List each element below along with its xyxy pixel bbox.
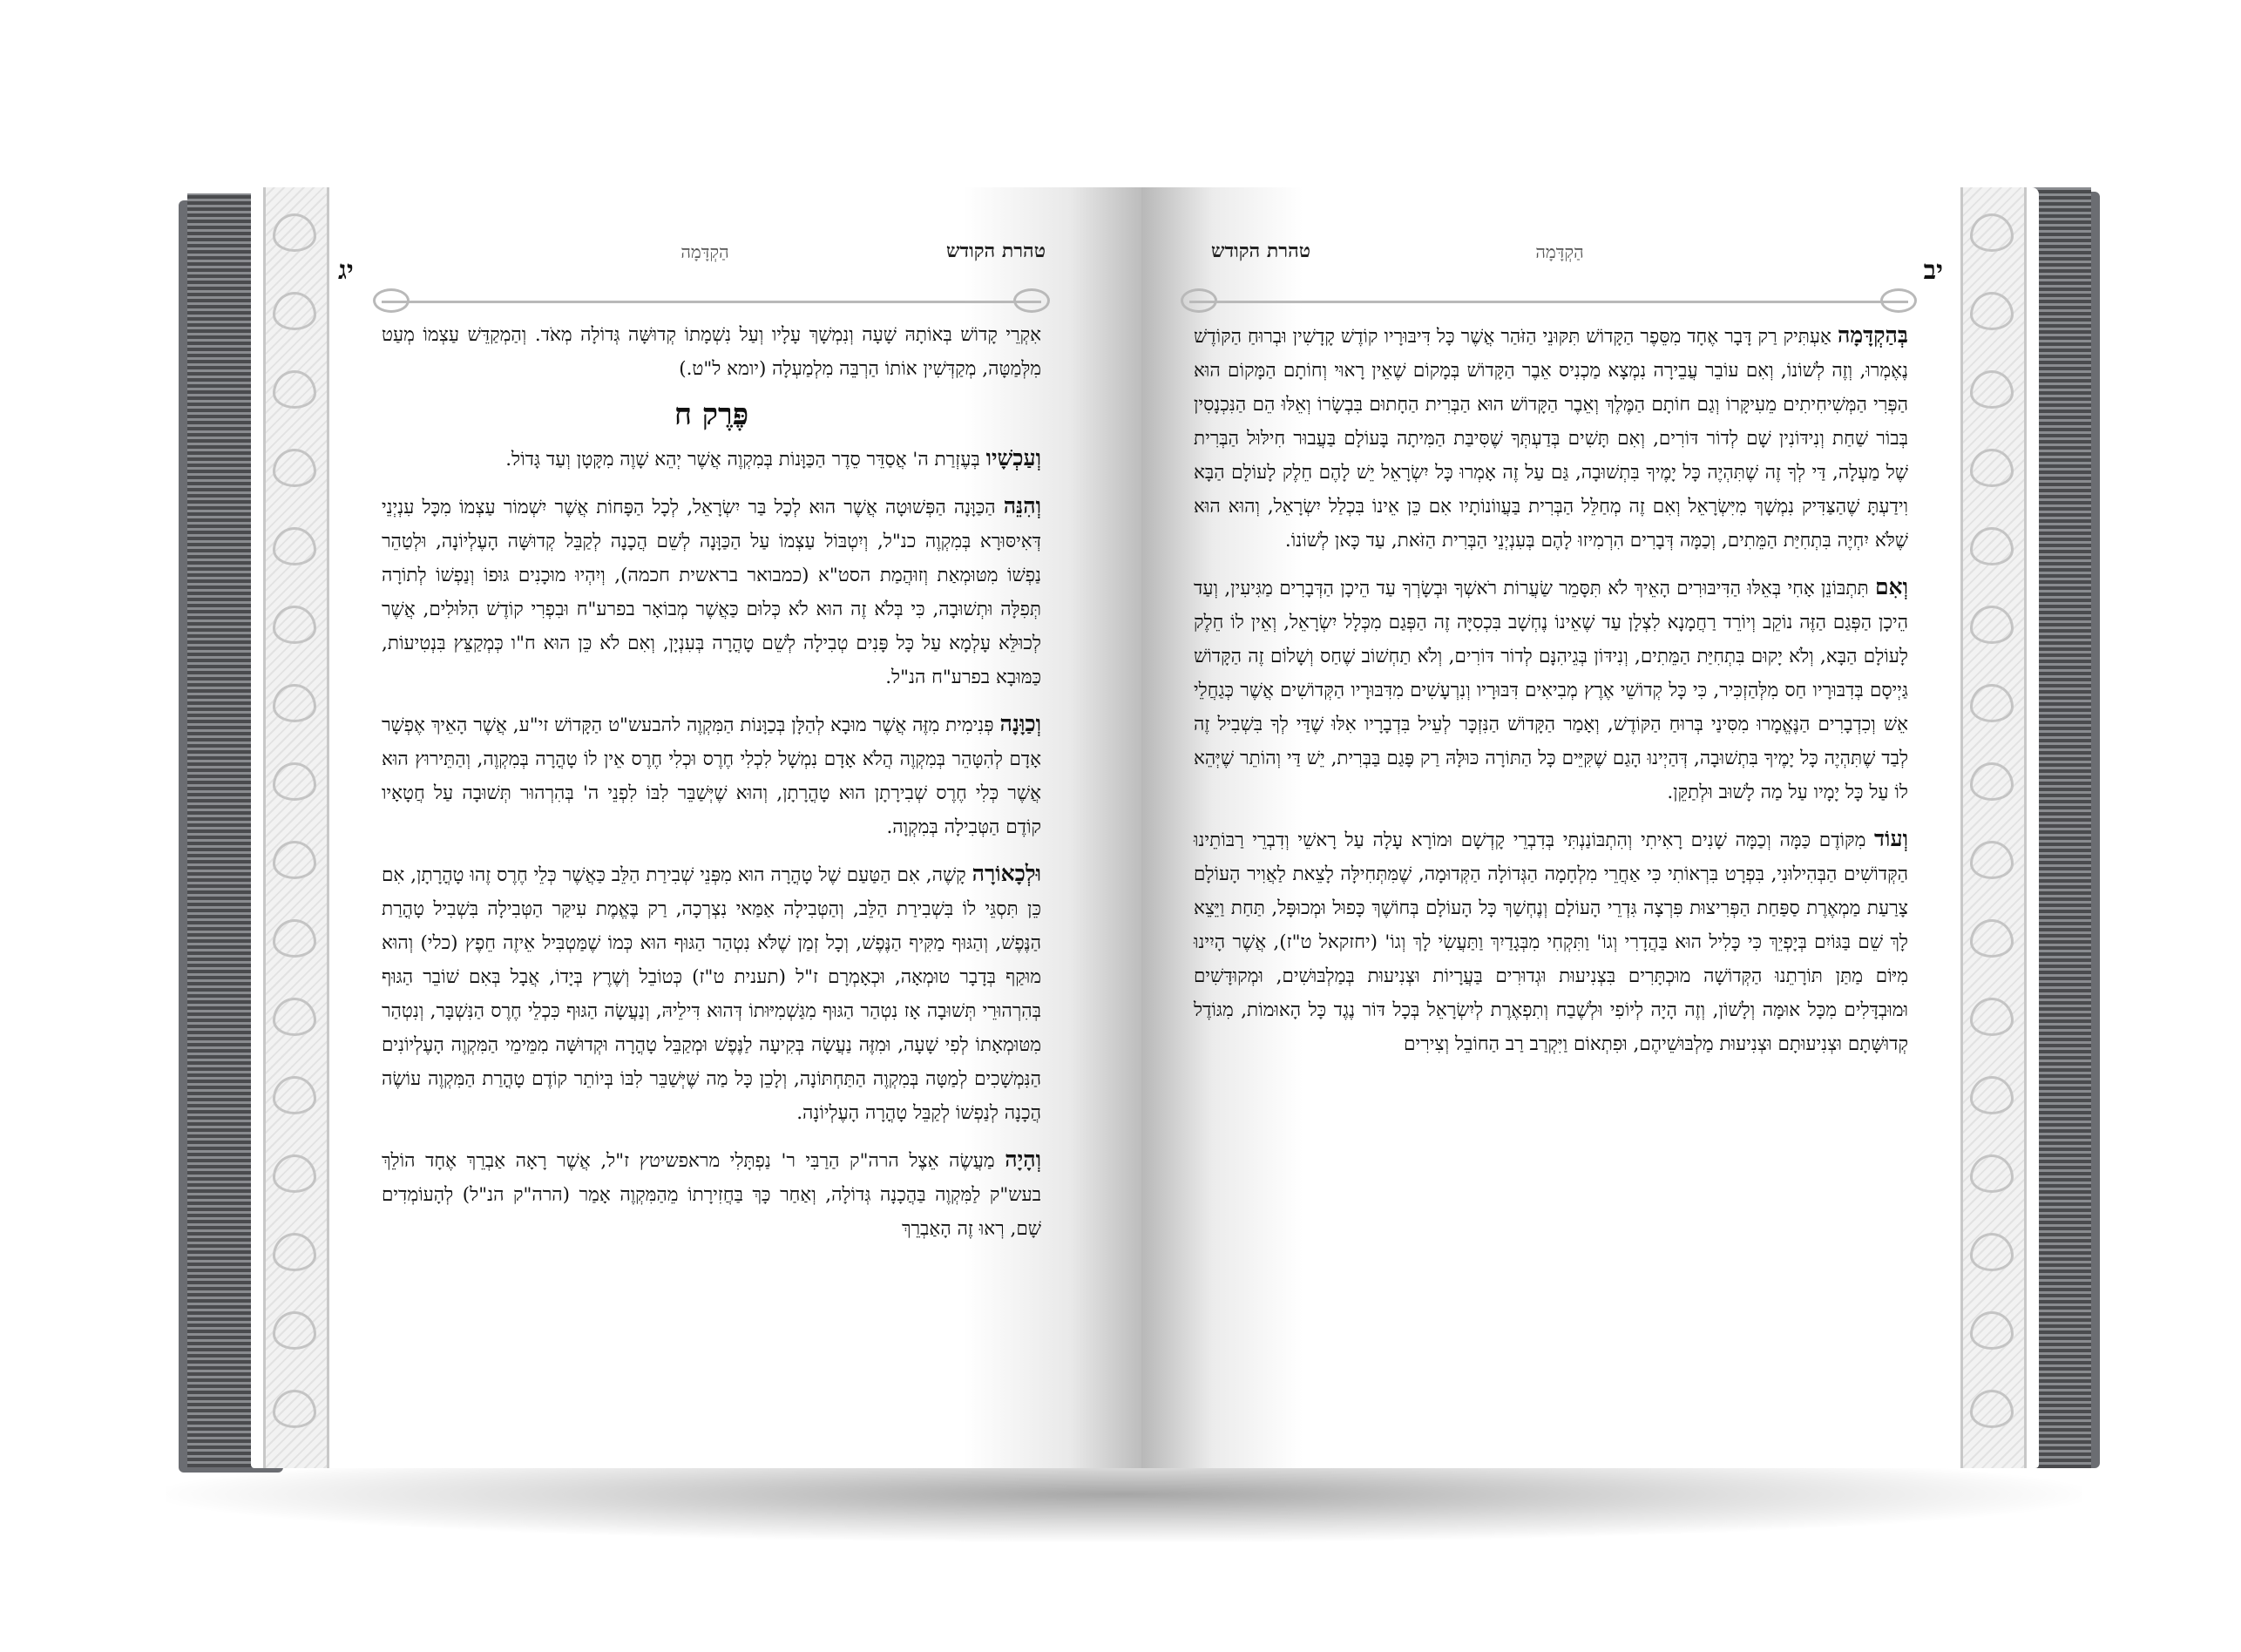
paragraph-lead-word: וְהָיָה <box>1005 1147 1041 1172</box>
paragraph-lead-word: וּלְכָאוֹרָה <box>972 861 1041 886</box>
paragraph-body: מִקּוֹדֶם כַּמָּה וְכַמָּה שָׁנִים רָאִיתִי וְהִתְבּוֹנַנְתִּי בְּדִבְרֵי קָדְשָׁם וּמוֹרָא עָלָה עַל רָאשֵׁי וְדִבְרֵי רַבּוֹתֵינוּ הַקְּדוֹשִׁים הַבְּהִילוּנִי, בִּפְרָט בִּרְאוֹתִי כִּי אַחֲרֵי מִלְחָמָה הַגְּדוֹלָה הַקְּדוּמָה, שֶׁמִּתְּחִילָּה לָצֵאת לַאֲוִיר הָעוֹלָם צָרַעַת מַמְאֶרֶת סַפַּחַת הַפְּרִיצוּת פִּרְצָה גִּדְרֵי הָעוֹלָם וְנֶחְשַׁךְ כָּל הָעוֹלָם בְּחוֹשֶׁךְ כָּפוּל וּמְכוּפָּל, תַּחַת וַיֵּצֵא לָךְ שֵׁם בַּגּוֹיִם בְּיָפְיֵךְ כִּי כָּלִיל הוּא בַּהֲדָרִי וְגוֹ' וַתִּקְחִי מִבְּגָדַיִךְ וַתַּעֲשִׂי לָךְ וְגוֹ' (יחזקאל ט"ז), אֲשֶׁר הָיִינוּ מִיּוֹם מַתַּן תּוֹרָתֵנוּ הַקְּדוֹשָׁה מוּכְתָּרִים בִּצְנִיעוּת וּגְדוּרִים בַּעֲרָיוֹת וּצְנִיעוּת בְּמַלְבּוּשִׁים, וּמְקוּדָּשִׁים וּמוּבְדָּלִים מִכָּל אוּמָּה וְלָשׁוֹן, וְזֶה הָיָה לְיוֹפִי וּלְשֶׁבַח וְתִפְאֶרֶת לְיִשְׂרָאֵל בְּכָל דּוֹר נֶגֶד כָּל הָאוּמוֹת, מִגּוֹדֶל קְדוּשָּׁתָם וּצְנִיעוּתָם וּצְנִיעוּת מַלְבּוּשֵׁיהֶם, וּפִתְאוֹם וַיִּקְרַב רַב הַחוֹבֵל וְצִירִים <box>1194 829 1908 1055</box>
paragraph-body: אַעְתִּיק רַק דָּבָר אֶחָד מִסֵּפֶר הַקָּדוֹשׁ תִּקּוּנֵי הַזֹּהַר אֲשֶׁר כָּל דִּיבּוּרָיו קוֹדֶשׁ קָדָשִׁין וּבְרוּחַ הַקּוֹדֶשׁ נֶאֶמְרוּ, וְזֶה לְשׁוֹנוֹ, וְאִם עוֹבֵר עֲבֵירָה נִמְצָא מַכְנִיס אֵבֶר הַקָּדוֹשׁ בְּמָקוֹם שֶׁאֵין רָאוּי וְחוֹתָם הַמָּקוֹם הוּא הַפְּרִי הַמְּשִׁיחִיתִים מֵעִיקָּרוֹ וְגַם חוֹתָם הַמֶּלֶךְ וְאֵבֶר הַקָּדוֹשׁ הוּא הַבְּרִית הַחָתוּם בִּבְשָׂרוֹ וְאֵלּוּ הֵם הַנִּכְנָסִין בְּבוֹר שַׁחַת וְנִידּוֹנִין שָׁם לְדוֹר דּוֹרִים, וְאִם תָּשִׁים בְּדַעְתְּךָ שֶׁסִּיבַּת הַמִּיתָה בָּעוֹלָם בַּעֲבוּר חִילּוּל הַבְּרִית שֶׁל מַעְלָה, דַּי לְךָ זֶה שֶׁתִּהְיֶה כָּל יָמֶיךָ בִּתְשׁוּבָה, גַּם עַל זֶה אָמְרוּ כָּל יִשְׂרָאֵל יֵשׁ לָהֶם חֵלֶק לָעוֹלָם הַבָּא וִידַעְתָּ שֶׁהַצַּדִּיק נִמְשָׁךְ מִיִּשְׂרָאֵל וְאִם זֶה מְחַלֵּל הַבְּרִית בַּעֲווֹנוֹתָיו אִם כֵּן אֵינוֹ בִּכְלַל יִשְׂרָאֵל, וְהוּא הוּא שֶׁלֹּא יִחְיֶה בִּתְחִיַּת הַמֵּתִים, וְכַמָּה דְּבָרִים הִרְמִיזוּ לָהֶם בְּעִנְיְנֵי הַבְּרִית הַזֹּאת, עַד כָּאן לְשׁוֹנוֹ. <box>1194 326 1908 552</box>
paragraph <box>1194 570 1908 809</box>
chapter-title: פֶּרֶק ח <box>674 397 749 432</box>
left-page-text <box>382 318 1041 1258</box>
paragraph <box>382 489 1041 694</box>
paragraph <box>382 707 1041 844</box>
paragraph-lead-word: בְּהַקְדָּמָה <box>1837 322 1908 348</box>
paragraph-body: תִּתְבּוֹנֵן אָחִי בְּאֵלּוּ הַדִּיבּוּרִים הָאֵיךְ לֹא תִּסָּמֵר שַׂעֲרוֹת רֹאשְׁךָ וּבְשָׂרְךָ עַד הֵיכָן הַדְּבָרִים מַגִּיעִין, וְעַד הֵיכָן הַפְּגַם הַזֶּה נוֹקֵב וְיוֹרֵד רַחֲמָנָא לִצְלָן עַד שֶׁאֵינוֹ נֶחְשָׁב בִּכְסִיָּה זֶה הַפְּגַם מִכְּלָל יִשְׂרָאֵל, וְאֵין לוֹ חֵלֶק לָעוֹלָם הַבָּא, וְלֹא יָקוּם בִּתְחִיַּת הַמֵּתִים, וְנִידּוֹן בְּגֵיהִנָּם לְדוֹר דּוֹרִים, וְלֹא תַחְשׁוֹב שֶׁחַס וְשָׁלוֹם זֶה הַקָּדוֹשׁ גַּיְיסָם בְּדִבּוּרָיו חַס מִלְּהַזְכִּיר, כִּי כָּל קְדוֹשֵׁי אֶרֶץ מְבִיאִים דִּבּוּרָיו וְנִרְעָשִׁים מִדִּבּוּרָיו הַקְּדוֹשִׁים אֲשֶׁר כְּגַחֲלֵי אֵשׁ וְכִדְבָרִים הַנֶּאֱמָרוּ מִסִּינַי בְּרוּחַ הַקּוֹדֶשׁ, וְאָמַר הַקָּדוֹשׁ הַנִּזְכָּר לְעֵיל בִּדְבָרָיו אִלּוּ שֶׁדַּי לְךָ בִּשְׁבִיל זֶה לְבַד שֶׁתִּהְיֶה כָּל יָמֶיךָ בִּתְשׁוּבָה, דְּהַיְינוּ הָגַם שֶׁקִּיֵּים כָּל הַתּוֹרָה כּוּלָּהּ רַק פָּגַם בַּבְּרִית, יֵשׁ דַּי וְהוֹתֵר שֶׁיְּהֵא לוֹ עַל כָּל יָמָיו עַל מַה לָשׁוּב וּלְתַקֵּן. <box>1194 578 1908 803</box>
right-page-text <box>1194 318 1908 1073</box>
paragraph-body: קָשֶׁה, אִם הַטַּעַם שֶׁל טָהֳרָה הוּא מִפְּנֵי שְׁבִירַת הַלֵּב כַּאֲשֶׁר כְּלֵי חֶרֶס זֶהוּ טָהֳרָתָן, אִם כֵּן תִּסְגֵּי לוֹ בִּשְׁבִירַת הַלֵּב, וְהַטְּבִילָה אַמַּאי נִצְרְכָה, רַק בֶּאֱמֶת עִיקַּר הַטְּבִילָה בִּשְׁבִיל טָהֳרַת הַנֶּפֶשׁ, וְהַגּוּף מַקִּיף הַנֶּפֶשׁ, וְכָל זְמַן שֶׁלֹּא נִטְהַר הַגּוּף הוּא כְּמוֹ שֶׁמַּטְבִּיל אֵיזֶה חֵפֶץ (כלי) וְהוּא מוּקַף בְּדָבָר טוּמְאָה, וּכְאָמְרָם ז"ל (תענית ט"ז) כְּטוֹבֵל וְשֶׁרֶץ בְּיָדוֹ, אֲבָל בְּאִם שׁוֹבֵר הַגּוּף בְּהִרְהוּרֵי תְּשׁוּבָה אָז נִטְהַר הַגּוּף מִגַּשְׁמִיּוּתוֹ דְּהוּא דִּילֵיהּ, וְנַעֲשָׂה הַגּוּף כִּכְלֵי חֶרֶס הַנִּשְׁבָּר, וְנִטְהַר מִטּוּמְאָתוֹ לְפִי שָׁעָה, וּמִזֶּה נַעֲשָׂה בְּקִיעָה לַנֶּפֶשׁ וּמְקַבֵּל טָהֳרָה וּקְדוּשָּׁה מִמֵּימֵי הַמִּקְוֶה הָעֶלְיוֹנִים הַנִּמְשָׁכִים לְמַטָּה בְּמִקְוֶה הַתַּחְתּוֹנָה, וְלָכֵן כָּל מַה שֶּׁיְּשַׁבֵּר לִבּוֹ בְּיוֹתֵר קוֹדֶם טָהֳרַת הַמִּקְוֶה עוֹשֶׂה הֲכָנָה לְנַפְשׁוֹ לְקַבֵּל טָהֳרָה הָעֶלְיוֹנָה. <box>382 864 1041 1124</box>
header-rule <box>382 283 1041 303</box>
right-page <box>1141 187 2039 1468</box>
right-ornamental-border <box>1960 187 2027 1468</box>
paragraph-body: פְּנִימִית מִזֶּה אֲשֶׁר מוּבָא לְהַלָּן בְּכַוָּנוֹת הַמִּקְוֶה להבעש"ט הַקָּדוֹשׁ זי"ע, אֲשֶׁר הָאֵיךְ אֶפְשָׁר אָדָם לְהִטָּהֵר בְּמִקְוֶה הֲלֹא אָדָם נִמְשָׁל לִכְלִי חֶרֶס וּכְלִי חֶרֶס אֵין לוֹ טָהֳרָה בְּמִקְוֶה, וְהַתֵּירוּץ הוּא אֲשֶׁר כְּלִי חֶרֶס שְׁבִירָתָן הוּא טָהֳרָתָן, וְהוּא שֶׁיְּשַׁבֵּר לִבּוֹ לִפְנֵי ה' בְּהִרְהוּר תְּשׁוּבָה עַל חֲטָאָיו קוֹדֶם הַטְּבִילָה בְּמִקְוָה. <box>382 714 1041 838</box>
paragraph-lead-word: וְעַכְשָׁיו <box>985 445 1041 471</box>
book-title: טהרת הקודש <box>945 240 1046 262</box>
left-ornamental-border <box>263 187 329 1468</box>
page-number: יב <box>1923 255 1943 286</box>
paragraph <box>382 441 1041 477</box>
paragraph <box>382 856 1041 1130</box>
paragraph-body: הַכַּוָּנָה הַפְּשׁוּטָה אֲשֶׁר הוּא לְכָל בַּר יִשְׂרָאֵל, לְכָל הַפָּחוֹת אֲשֶׁר יִשְׁמוֹר עַצְמוֹ מִכָּל עִנְיְנֵי דְּאִיסּוּרָא בְּמִקְוֶה כנ"ל, וְיִטְבּוֹל עַצְמוֹ עַל הַכַּוָּנָה לְשֵׁם הֲכָנָה לְקַבֵּל קְדוּשָּׁה הָעֶלְיוֹנָה, וּלְטַהֵר נַפְשׁוֹ מִטּוּמְאַת וְזוּהֲמַת הסט"א (כמבואר בראשית חכמה), וְיִהְיוּ מוּכָנִים גּוּפוֹ וְנַפְשׁוֹ לְתוֹרָה תְּפִלָּה וּתְשׁוּבָה, כִּי בְּלֹא זֶה הוּא לֹא כְּלוּם כַּאֲשֶׁר מְבוֹאָר בפרע"ח וּבִפְרִי קוֹדֶשׁ הִלּוּלִים, אֲשֶׁר לְכוּלֵּא עָלְמָא עַל כָּל פָּנִים טְבִילָה לְשֵׁם טָהֳרָה בְּעִנְיָן, וְאִם לֹא כֵּן הוּא ח"ו כְּמְקַצֵּץ בִּנְטִיעוֹת, כַּמּוּבָא בפרע"ח הנ"ל. <box>382 497 1041 688</box>
paragraph-body: בְּעֶזְרַת ה' אֲסַדֵּר סֵדֶר הַכַּוָּנוֹת בְּמִקְוֶה אֲשֶׁר יְהֵא שָׁוֶה מִקָּטָן וְעַד גָּדוֹל. <box>505 449 980 471</box>
paragraph-lead-word: וְאִם <box>1874 574 1908 599</box>
paragraph-lead-word: וְעוֹד <box>1874 826 1908 851</box>
paragraph-body: מַעֲשֶׂה אֵצֶל הרה"ק הַרַבִּי ר' נַפְתָּלִי מראפשיטץ ז"ל, אֲשֶׁר רָאָה אַבְרֵךְ אֶחָד הוֹלֵךְ בעש"ק לַמִּקְוֶה בַּהֲכָנָה גְּדוֹלָה, וְאַחַר כָּךְ בַּחֲזִירָתוֹ מֵהַמִּקְוֶה אָמַר (הרה"ק הנ"ל) לְהָעוֹמְדִים שָׁם, רְאוּ זֶה הָאַבְרֵךְ <box>382 1150 1041 1240</box>
paragraph <box>382 1142 1041 1246</box>
chapter-header: הַקְדָּמָה <box>680 241 729 262</box>
page-number: יג <box>338 255 354 286</box>
left-page <box>251 187 1141 1468</box>
book-title: טהרת הקודש <box>1211 240 1311 262</box>
page-stack-left <box>187 193 257 1467</box>
paragraph <box>1194 822 1908 1061</box>
chapter-header: הַקְדָּמָה <box>1535 241 1584 262</box>
paragraph-lead-word: וְהִנֵּה <box>1003 493 1041 518</box>
header-rule <box>1189 283 1908 303</box>
opening-paragraph: אִקְרֵי קָדוֹשׁ בְּאוֹתָהּ שָׁעָה וְנִמְשָׁךְ עָלָיו וְעַל נִשְׁמָתוֹ קְדוּשָּׁה גְּדוֹלָה מְאֹד. וְהַמְקַדֵּשׁ עַצְמוֹ מְעַט מִלְּמַטָּה, מְקַדְּשִׁין אוֹתוֹ הַרְבֵּה מִלְמַעְלָה (יומא ל"ט.) <box>382 324 1041 380</box>
paragraph <box>1194 318 1908 558</box>
paragraph-lead-word: וְכַוָּנָה <box>999 711 1041 736</box>
